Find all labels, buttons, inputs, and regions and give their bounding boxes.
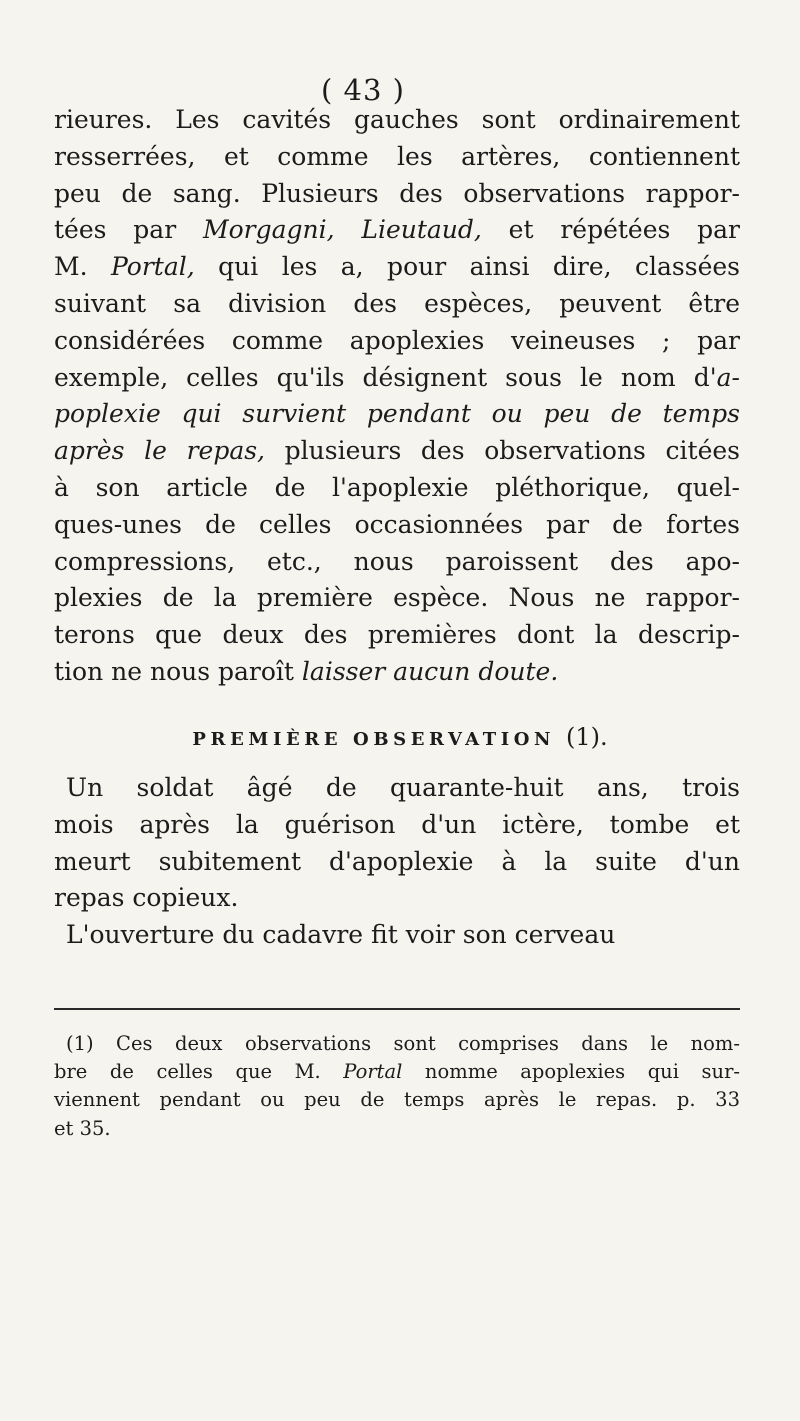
author-names: Morgagni, Lieutaud, — [202, 215, 482, 245]
italic-term: après le repas, — [54, 436, 266, 466]
text-line: repas copieux. — [54, 883, 239, 913]
text-segment: tion ne nous paroît — [54, 656, 302, 686]
author-name: Portal, — [111, 252, 195, 282]
text-line — [54, 360, 740, 397]
text-segment: tées par — [54, 215, 203, 245]
footnote — [54, 1030, 740, 1143]
text-line: à son article de l'apoplexie pléthorique, quel- — [54, 472, 740, 502]
text-line: plexies de la première espèce. Nous ne rappor- — [54, 583, 740, 613]
footnote-line: et 35. — [54, 1116, 111, 1140]
text-segment: bre de celles que M. — [54, 1060, 344, 1084]
footnote-line: (1) Ces deux observations sont comprises dans le nom- — [66, 1032, 740, 1055]
text-segment: et répétées par — [481, 215, 741, 245]
footnote-line: viennent pendant ou peu de temps après le repas. p. 33 — [54, 1088, 740, 1112]
text-line: peu de sang. Plusieurs des observations rappor- — [54, 178, 740, 208]
text-line: ques-unes de celles occasionnées par de fortes — [54, 509, 740, 539]
footnote-reference: (1). — [565, 723, 608, 751]
text-line — [54, 396, 740, 433]
text-line — [54, 212, 740, 249]
text-line: suivant sa division des espèces, peuvent être — [54, 288, 740, 318]
text-line — [54, 249, 740, 286]
text-segment: qui les a, pour ainsi dire, classées — [194, 252, 740, 282]
text-line: L'ouverture du cadavre fit voir son cerveau — [66, 920, 616, 950]
text-line: rieures. Les cavités gauches sont ordinairement — [54, 105, 740, 134]
paragraph-apoplexies-veineuses — [54, 102, 740, 691]
footnote-line — [54, 1058, 740, 1086]
heading-text: PREMIÈRE OBSERVATION — [192, 729, 566, 750]
page-number: ( 43 ) — [321, 73, 405, 107]
text-line: compressions, etc., nous paroissent des apo- — [54, 546, 740, 576]
italic-phrase: laisser aucun doute. — [301, 656, 559, 686]
footnote-divider — [54, 1008, 740, 1010]
text-line — [54, 433, 740, 470]
paragraph-observation — [54, 770, 740, 954]
text-segment: nomme apoplexies qui sur- — [402, 1060, 740, 1084]
section-heading — [0, 723, 800, 751]
italic-term: poplexie qui survient pendant ou peu de temps — [54, 399, 740, 429]
text-line: considérées comme apoplexies veineuses ; par — [54, 325, 740, 355]
text-line: terons que deux des premières dont la descrip- — [54, 620, 740, 650]
text-segment: plusieurs des observations citées — [265, 436, 740, 466]
text-segment: exemple, celles qu'ils désignent sous le nom d' — [54, 362, 717, 392]
text-line: meurt subitement d'apoplexie à la suite d'un — [54, 846, 740, 876]
text-line: Un soldat âgé de quarante-huit ans, trois — [66, 773, 740, 802]
text-segment: M. — [54, 252, 111, 282]
author-name: Portal — [343, 1060, 403, 1084]
text-line: mois après la guérison d'un ictère, tombe et — [54, 809, 740, 839]
text-line — [54, 654, 740, 691]
italic-term: a- — [716, 362, 740, 392]
text-line: resserrées, et comme les artères, contiennent — [54, 141, 740, 171]
